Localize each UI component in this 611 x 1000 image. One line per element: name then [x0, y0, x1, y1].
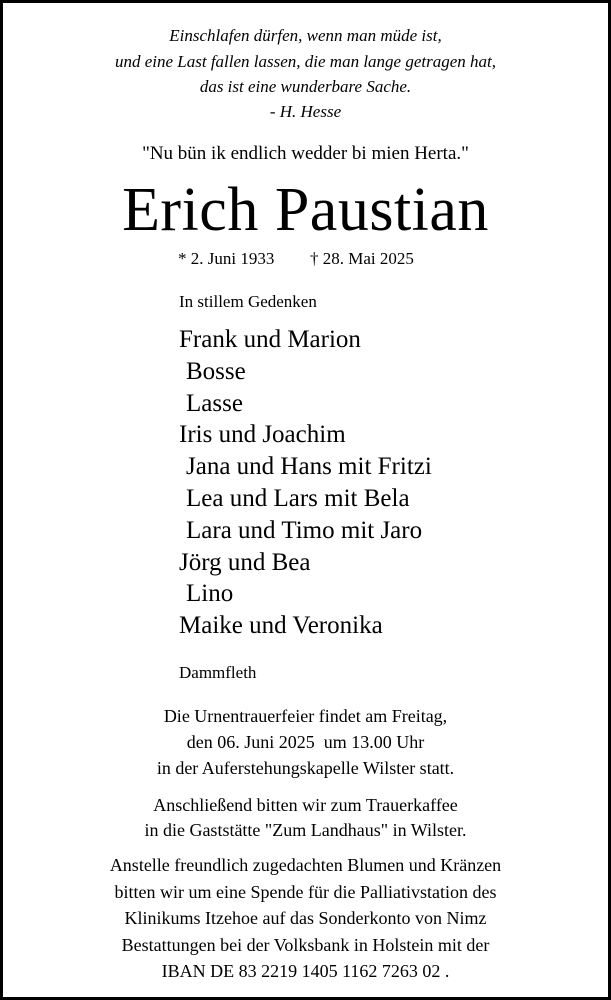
ceremony-line: den 06. Juni 2025 um 13.00 Uhr	[186, 732, 425, 752]
mourner-line: Maike und Veronika	[179, 612, 383, 640]
mourner-line: Jana und Hans mit Fritzi	[186, 453, 432, 481]
mourner-line: Bosse	[186, 357, 246, 385]
donation-line: Klinikums Itzehoe auf das Sonderkonto von Nimz	[124, 908, 487, 928]
mourner-line: Jörg und Bea	[179, 548, 311, 576]
motto-quote: "Nu bün ik endlich wedder bi mien Herta."	[142, 143, 469, 164]
deceased-name: Erich Paustian	[122, 176, 489, 244]
coffee-line: Anschließend bitten wir zum Trauerkaffee	[153, 795, 458, 815]
death-date: † 28. Mai 2025	[310, 249, 414, 268]
donation-line: bitten wir um eine Spende für die Palliativstation des	[114, 882, 497, 902]
mourner-line: Lara und Timo mit Jaro	[186, 516, 423, 544]
birth-date: * 2. Juni 1933	[178, 249, 275, 268]
donation-line: Bestattungen bei der Volksbank in Holstein mit der	[121, 935, 490, 955]
donation-iban: IBAN DE 83 2219 1405 1162 7263 02 .	[161, 961, 450, 981]
ceremony-line: Die Urnentrauerfeier findet am Freitag,	[163, 706, 448, 726]
poem-line: Einschlafen dürfen, wenn man müde ist,	[169, 26, 442, 45]
ceremony-line: in der Auferstehungskapelle Wilster statt.	[156, 758, 455, 778]
mourner-line: Lasse	[186, 389, 243, 417]
mourner-line: Iris und Joachim	[179, 421, 346, 449]
poem-line: das ist eine wunderbare Sache.	[199, 77, 412, 96]
place-name: Dammfleth	[179, 663, 257, 682]
mourner-line: Frank und Marion	[179, 326, 361, 353]
mourner-line: Lea und Lars mit Bela	[186, 485, 410, 512]
donation-line: Anstelle freundlich zugedachten Blumen und Kränzen	[109, 855, 502, 875]
coffee-line: in die Gaststätte "Zum Landhaus" in Wilster.	[144, 820, 467, 840]
mourner-line: Lino	[186, 580, 234, 608]
gedenken-heading: In stillem Gedenken	[179, 292, 317, 311]
poem-author: - H. Hesse	[269, 102, 342, 121]
poem-line: und eine Last fallen lassen, die man lange getragen hat,	[114, 52, 497, 71]
